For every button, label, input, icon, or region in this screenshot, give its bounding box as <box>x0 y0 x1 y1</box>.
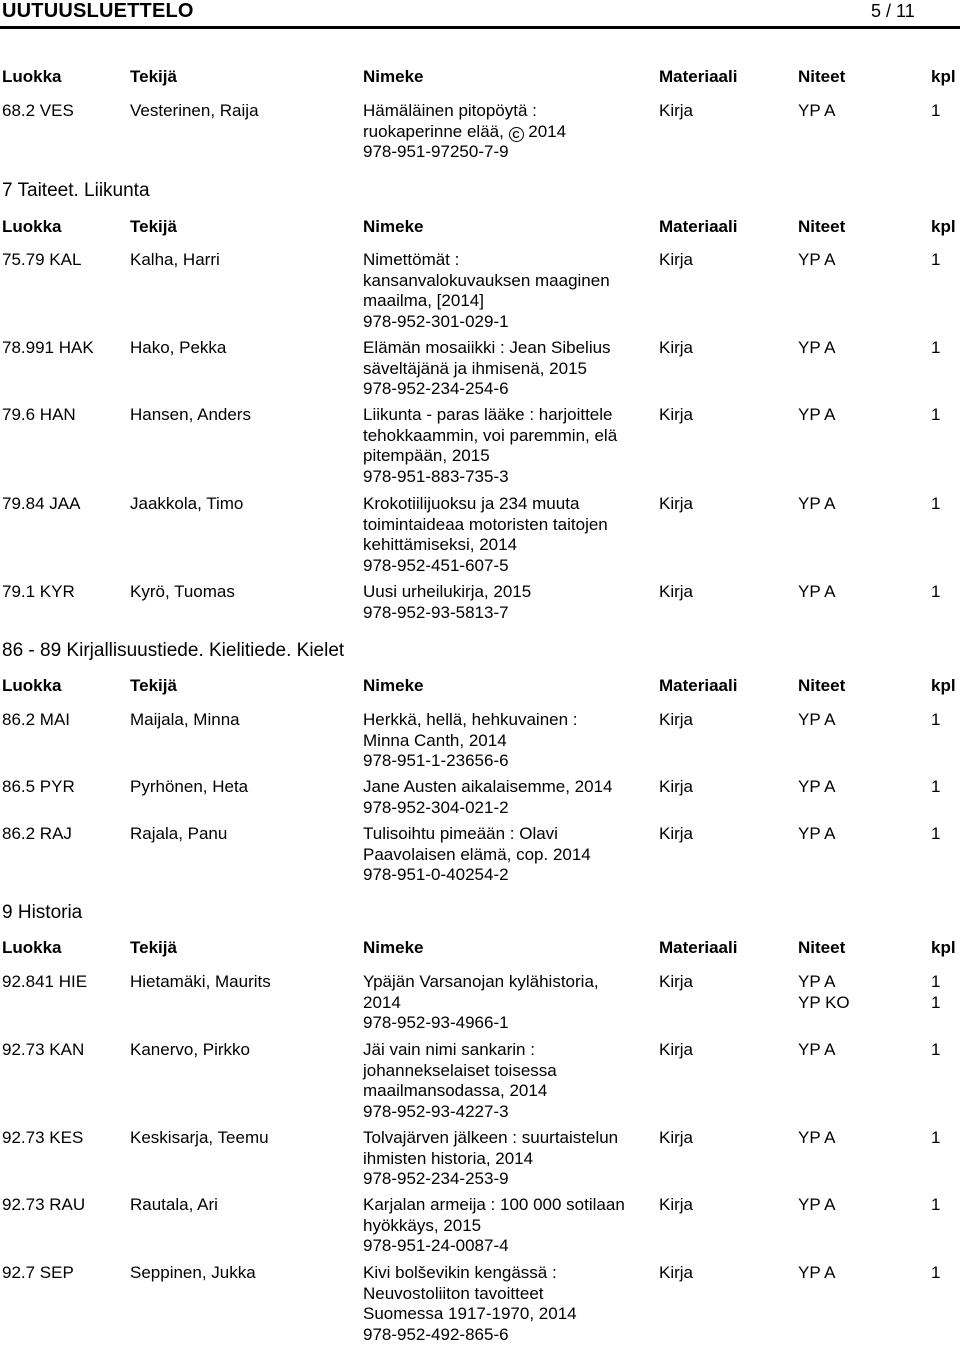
title-line: Neuvostoliiton tavoitteet <box>363 1284 653 1305</box>
column-header-kpl: kpl <box>931 938 956 958</box>
copy-count <box>931 824 940 845</box>
column-header-niteet: Niteet <box>798 217 845 237</box>
location-code: YP A <box>798 1263 836 1284</box>
header-rule <box>0 26 960 29</box>
count-value: 1 <box>931 972 940 993</box>
copies-location <box>798 972 850 1013</box>
column-header-niteet: Niteet <box>798 67 845 87</box>
material-type: Kirja <box>659 250 693 271</box>
author-name: Keskisarja, Teemu <box>130 1128 269 1149</box>
location-code: YP A <box>798 338 836 359</box>
column-header-niteet: Niteet <box>798 676 845 696</box>
material-type: Kirja <box>659 1040 693 1061</box>
material-type: Kirja <box>659 777 693 798</box>
classification-code: 86.2 MAI <box>2 710 70 731</box>
title-line: Minna Canth, 2014 <box>363 731 653 752</box>
title-block <box>363 250 653 332</box>
classification-code: 92.73 KES <box>2 1128 83 1149</box>
copyright-icon: C <box>509 127 524 142</box>
title-line: Tolvajärven jälkeen : suurtaistelun <box>363 1128 653 1149</box>
copies-location <box>798 494 836 515</box>
count-value: 1 <box>931 777 940 798</box>
column-header-niteet: Niteet <box>798 938 845 958</box>
title-block <box>363 582 653 623</box>
material-type: Kirja <box>659 1263 693 1284</box>
isbn-line: 978-951-1-23656-6 <box>363 751 653 772</box>
title-block <box>363 101 653 163</box>
title-block <box>363 1128 653 1190</box>
isbn-line: 978-952-451-607-5 <box>363 556 653 577</box>
column-header-materiaali: Materiaali <box>659 217 737 237</box>
location-code: YP A <box>798 101 836 122</box>
title-block <box>363 338 653 400</box>
isbn-line: 978-952-301-029-1 <box>363 312 653 333</box>
section-title: 86 - 89 Kirjallisuustiede. Kielitiede. Kielet <box>2 640 344 662</box>
copy-count <box>931 405 940 426</box>
copies-location <box>798 1040 836 1061</box>
column-header-kpl: kpl <box>931 67 956 87</box>
page-header <box>0 0 960 24</box>
location-code: YP A <box>798 250 836 271</box>
classification-code: 79.6 HAN <box>2 405 76 426</box>
column-header-luokka: Luokka <box>2 938 62 958</box>
column-header-tekija: Tekijä <box>130 67 177 87</box>
title-line: johannekselaiset toisessa <box>363 1061 653 1082</box>
column-header-luokka: Luokka <box>2 676 62 696</box>
classification-code: 75.79 KAL <box>2 250 81 271</box>
material-type: Kirja <box>659 710 693 731</box>
title-block <box>363 494 653 576</box>
isbn-line: 978-951-883-735-3 <box>363 467 653 488</box>
isbn-line: 978-952-492-865-6 <box>363 1325 653 1345</box>
isbn-line: 978-951-24-0087-4 <box>363 1236 653 1257</box>
copies-location <box>798 405 836 426</box>
count-value: 1 <box>931 824 940 845</box>
title-line: Uusi urheilukirja, 2015 <box>363 582 653 603</box>
column-header-materiaali: Materiaali <box>659 67 737 87</box>
copy-count <box>931 777 940 798</box>
material-type: Kirja <box>659 582 693 603</box>
title-line: Paavolaisen elämä, cop. 2014 <box>363 845 653 866</box>
column-header-nimeke: Nimeke <box>363 67 423 87</box>
column-header-materiaali: Materiaali <box>659 938 737 958</box>
title-line: Ypäjän Varsanojan kylähistoria, <box>363 972 653 993</box>
location-code: YP A <box>798 582 836 603</box>
column-header-tekija: Tekijä <box>130 938 177 958</box>
author-name: Kanervo, Pirkko <box>130 1040 250 1061</box>
title-line: Liikunta - paras lääke : harjoittele <box>363 405 653 426</box>
classification-code: 92.7 SEP <box>2 1263 74 1284</box>
title-line: Krokotiilijuoksu ja 234 muuta <box>363 494 653 515</box>
author-name: Hansen, Anders <box>130 405 251 426</box>
count-value: 1 <box>931 405 940 426</box>
column-header-row <box>0 217 960 239</box>
location-code: YP A <box>798 777 836 798</box>
title-line: tehokkaammin, voi paremmin, elä <box>363 426 653 447</box>
material-type: Kirja <box>659 101 693 122</box>
title-block <box>363 777 653 818</box>
copies-location <box>798 250 836 271</box>
material-type: Kirja <box>659 338 693 359</box>
title-line: Tulisoihtu pimeään : Olavi <box>363 824 653 845</box>
title-block <box>363 1195 653 1257</box>
column-header-tekija: Tekijä <box>130 676 177 696</box>
author-name: Kalha, Harri <box>130 250 220 271</box>
title-line: hyökkäys, 2015 <box>363 1216 653 1237</box>
author-name: Rajala, Panu <box>130 824 227 845</box>
title-line: Elämän mosaiikki : Jean Sibelius <box>363 338 653 359</box>
title-block <box>363 1040 653 1122</box>
author-name: Seppinen, Jukka <box>130 1263 256 1284</box>
section-title: 9 Historia <box>2 902 82 924</box>
copies-location <box>798 824 836 845</box>
classification-code: 92.73 RAU <box>2 1195 85 1216</box>
title-line: ihmisten historia, 2014 <box>363 1149 653 1170</box>
title-line: maailma, [2014] <box>363 291 653 312</box>
count-value: 1 <box>931 1195 940 1216</box>
count-value: 1 <box>931 582 940 603</box>
material-type: Kirja <box>659 972 693 993</box>
classification-code: 86.5 PYR <box>2 777 75 798</box>
title-line: Nimettömät : <box>363 250 653 271</box>
isbn-line: 978-952-93-4966-1 <box>363 1013 653 1034</box>
title-line: kehittämiseksi, 2014 <box>363 535 653 556</box>
column-header-kpl: kpl <box>931 217 956 237</box>
column-header-materiaali: Materiaali <box>659 676 737 696</box>
classification-code: 68.2 VES <box>2 101 74 122</box>
title-line: säveltäjänä ja ihmisenä, 2015 <box>363 359 653 380</box>
title-block <box>363 972 653 1034</box>
count-value: 1 <box>931 494 940 515</box>
copies-location <box>798 1195 836 1216</box>
column-header-luokka: Luokka <box>2 67 62 87</box>
isbn-line: 978-952-93-5813-7 <box>363 603 653 624</box>
location-code: YP A <box>798 1040 836 1061</box>
title-line: 2014 <box>363 993 653 1014</box>
title-line: pitempään, 2015 <box>363 446 653 467</box>
material-type: Kirja <box>659 824 693 845</box>
column-header-row <box>0 67 960 89</box>
location-code: YP A <box>798 1128 836 1149</box>
copy-count <box>931 1040 940 1061</box>
material-type: Kirja <box>659 1195 693 1216</box>
title-line: Jäi vain nimi sankarin : <box>363 1040 653 1061</box>
count-value: 1 <box>931 710 940 731</box>
copy-count <box>931 250 940 271</box>
title-line: kansanvalokuvauksen maaginen <box>363 271 653 292</box>
column-header-nimeke: Nimeke <box>363 938 423 958</box>
copy-count <box>931 338 940 359</box>
count-value: 1 <box>931 101 940 122</box>
column-header-tekija: Tekijä <box>130 217 177 237</box>
catalog-title: UUTUUSLUETTELO <box>2 0 194 23</box>
count-value: 1 <box>931 993 940 1014</box>
copies-location <box>798 710 836 731</box>
isbn-line: 978-951-97250-7-9 <box>363 142 653 163</box>
copy-count <box>931 101 940 122</box>
location-code: YP A <box>798 1195 836 1216</box>
classification-code: 92.73 KAN <box>2 1040 84 1061</box>
column-header-kpl: kpl <box>931 676 956 696</box>
author-name: Pyrhönen, Heta <box>130 777 248 798</box>
copies-location <box>798 1128 836 1149</box>
copies-location <box>798 777 836 798</box>
count-value: 1 <box>931 1040 940 1061</box>
title-line: Karjalan armeija : 100 000 sotilaan <box>363 1195 653 1216</box>
copies-location <box>798 582 836 603</box>
author-name: Jaakkola, Timo <box>130 494 243 515</box>
title-block <box>363 824 653 886</box>
column-header-row <box>0 676 960 698</box>
title-block <box>363 710 653 772</box>
location-code: YP A <box>798 710 836 731</box>
title-line: Kivi bolševikin kengässä : <box>363 1263 653 1284</box>
location-code: YP A <box>798 824 836 845</box>
title-line: ruokaperinne elää, C 2014 <box>363 122 653 143</box>
copies-location <box>798 338 836 359</box>
title-line: Hämäläinen pitopöytä : <box>363 101 653 122</box>
copy-count <box>931 1128 940 1149</box>
author-name: Kyrö, Tuomas <box>130 582 235 603</box>
location-code: YP A <box>798 405 836 426</box>
title-block <box>363 1263 653 1345</box>
count-value: 1 <box>931 1263 940 1284</box>
material-type: Kirja <box>659 405 693 426</box>
column-header-row <box>0 938 960 960</box>
classification-code: 86.2 RAJ <box>2 824 72 845</box>
copy-count <box>931 494 940 515</box>
copy-count <box>931 1195 940 1216</box>
title-block <box>363 405 653 487</box>
isbn-line: 978-952-234-254-6 <box>363 379 653 400</box>
material-type: Kirja <box>659 1128 693 1149</box>
isbn-line: 978-951-0-40254-2 <box>363 865 653 886</box>
author-name: Vesterinen, Raija <box>130 101 259 122</box>
section-title: 7 Taiteet. Liikunta <box>2 180 150 202</box>
column-header-nimeke: Nimeke <box>363 217 423 237</box>
isbn-line: 978-952-93-4227-3 <box>363 1102 653 1123</box>
location-code: YP KO <box>798 993 850 1014</box>
page-number: 5 / 11 <box>871 1 915 22</box>
copies-location <box>798 1263 836 1284</box>
copies-location <box>798 101 836 122</box>
material-type: Kirja <box>659 494 693 515</box>
count-value: 1 <box>931 1128 940 1149</box>
author-name: Hako, Pekka <box>130 338 226 359</box>
location-code: YP A <box>798 494 836 515</box>
title-line: toimintaideaa motoristen taitojen <box>363 515 653 536</box>
column-header-luokka: Luokka <box>2 217 62 237</box>
title-line: maailmansodassa, 2014 <box>363 1081 653 1102</box>
author-name: Maijala, Minna <box>130 710 240 731</box>
isbn-line: 978-952-304-021-2 <box>363 798 653 819</box>
column-header-nimeke: Nimeke <box>363 676 423 696</box>
count-value: 1 <box>931 250 940 271</box>
isbn-line: 978-952-234-253-9 <box>363 1169 653 1190</box>
author-name: Rautala, Ari <box>130 1195 218 1216</box>
copy-count <box>931 582 940 603</box>
classification-code: 92.841 HIE <box>2 972 87 993</box>
copy-count <box>931 710 940 731</box>
classification-code: 79.1 KYR <box>2 582 75 603</box>
title-line: Herkkä, hellä, hehkuvainen : <box>363 710 653 731</box>
count-value: 1 <box>931 338 940 359</box>
classification-code: 78.991 HAK <box>2 338 94 359</box>
title-line: Suomessa 1917-1970, 2014 <box>363 1304 653 1325</box>
location-code: YP A <box>798 972 850 993</box>
copy-count <box>931 972 940 1013</box>
title-line: Jane Austen aikalaisemme, 2014 <box>363 777 653 798</box>
classification-code: 79.84 JAA <box>2 494 80 515</box>
copy-count <box>931 1263 940 1284</box>
author-name: Hietamäki, Maurits <box>130 972 271 993</box>
